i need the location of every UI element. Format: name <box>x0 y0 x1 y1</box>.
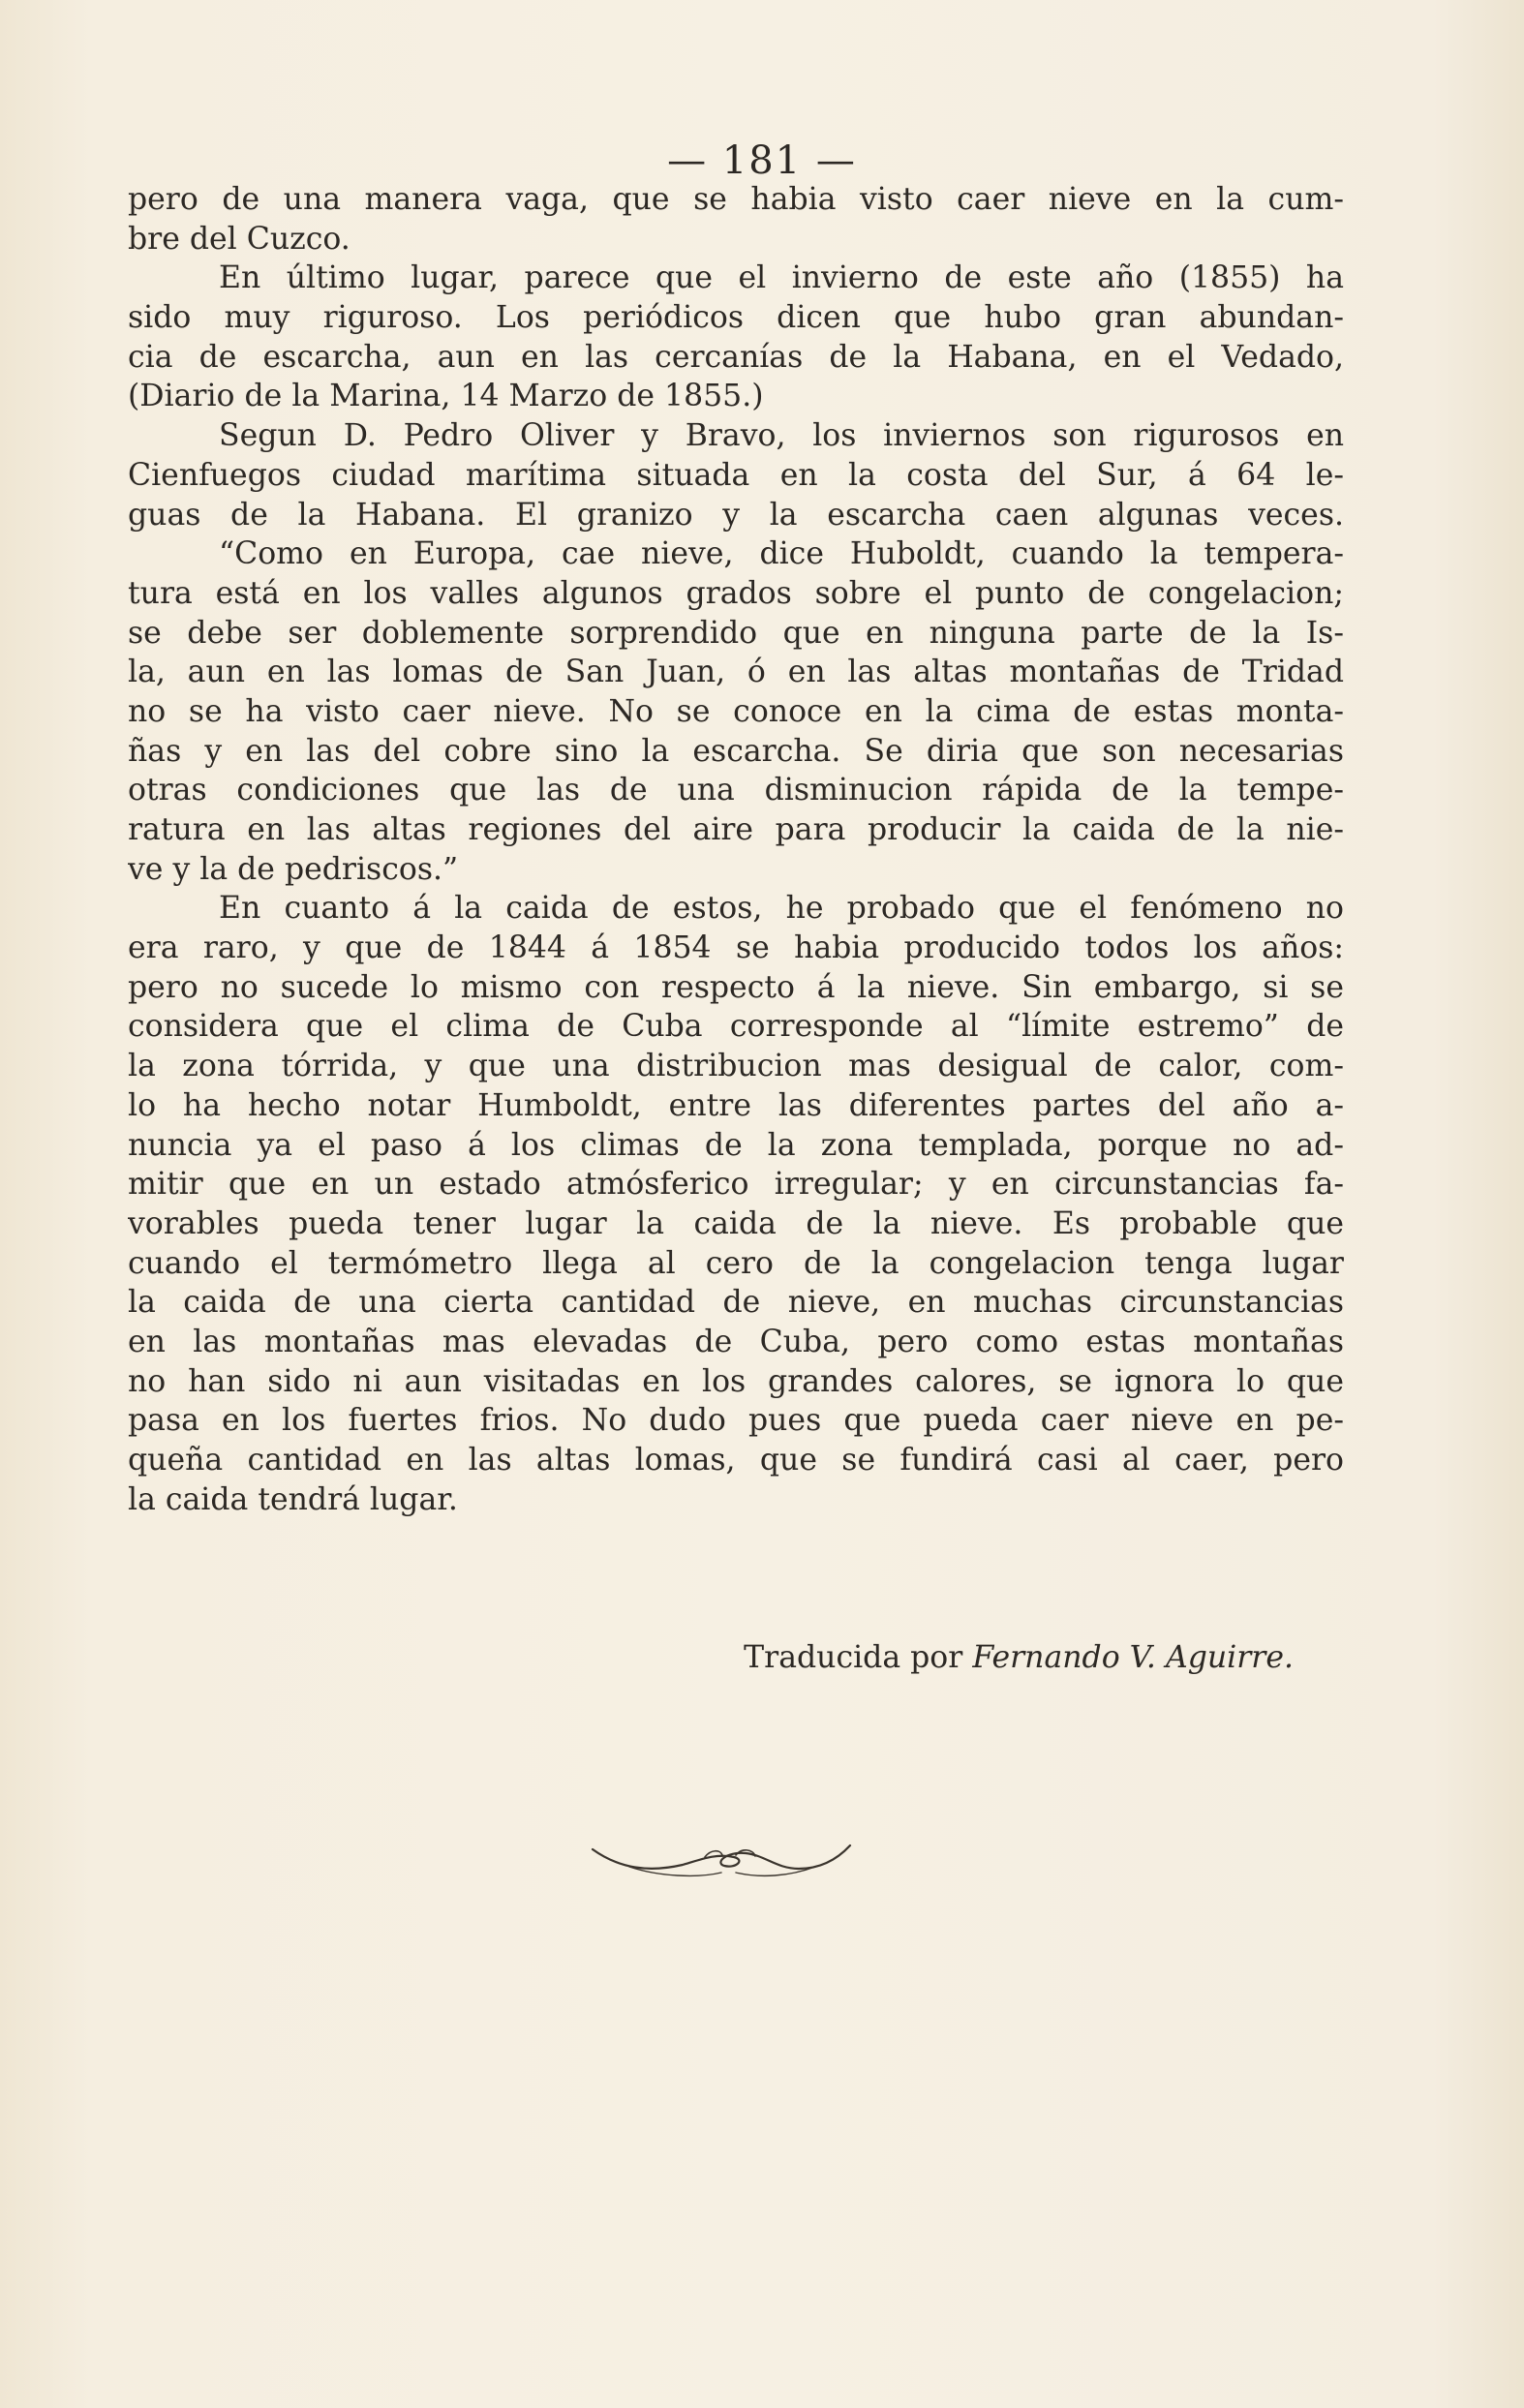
text-line: lo ha hecho notar Humboldt, entre las diferentes partes del año a- <box>128 1087 1344 1123</box>
text-line: “Como en Europa, cae nieve, dice Huboldt, cuando la tempera- <box>219 536 1344 572</box>
text-line: queña cantidad en las altas lomas, que se fundirá casi al caer, pero <box>128 1443 1344 1478</box>
text-line: En cuanto á la caida de estos, he probado que el fenómeno no <box>219 891 1344 927</box>
ornament-divider-icon <box>591 1840 852 1882</box>
text-line: En último lugar, parece que el invierno de este año (1855) ha <box>219 260 1344 296</box>
text-line: cuando el termómetro llega al cero de la congelacion tenga lugar <box>128 1245 1344 1281</box>
text-line: sido muy riguroso. Los periódicos dicen que hubo gran abundan- <box>128 300 1344 336</box>
translator-credit <box>0 1638 1294 1678</box>
text-line: la caida de una cierta cantidad de nieve, en muchas circunstancias <box>128 1285 1344 1321</box>
text-line: no se ha visto caer nieve. No se conoce en la cima de estas monta- <box>128 693 1344 729</box>
page-number: — 181 — <box>667 138 857 183</box>
text-line: (Diario de la Marina, 14 Marzo de 1855.) <box>128 379 764 414</box>
text-line: la caida tendrá lugar. <box>128 1481 458 1517</box>
text-line: Cienfuegos ciudad marítima situada en la costa del Sur, á 64 le- <box>128 457 1344 493</box>
text-line: la zona tórrida, y que una distribucion mas desigual de calor, com- <box>128 1049 1344 1084</box>
text-line: considera que el clima de Cuba corresponde al “límite estremo” de <box>128 1009 1344 1045</box>
body-text <box>128 180 1344 1519</box>
text-line: en las montañas mas elevadas de Cuba, pero como estas montañas <box>128 1324 1344 1359</box>
text-line: ñas y en las del cobre sino la escarcha. Se diria que son necesarias <box>128 733 1344 769</box>
text-line: otras condiciones que las de una disminucion rápida de la tempe- <box>128 773 1344 808</box>
text-line: bre del Cuzco. <box>128 221 351 257</box>
text-line: se debe ser doblemente sorprendido que en ninguna parte de la Is- <box>128 615 1344 651</box>
credit-prefix: Traducida por <box>744 1640 963 1675</box>
text-line: tura está en los valles algunos grados sobre el punto de congelacion; <box>128 575 1344 611</box>
text-line: ratura en las altas regiones del aire para producir la caida de la nie- <box>128 812 1344 847</box>
text-line: nuncia ya el paso á los climas de la zona templada, porque no ad- <box>128 1127 1344 1163</box>
translator-name: Fernando V. Aguirre. <box>972 1640 1294 1675</box>
text-line: vorables pueda tener lugar la caida de la nieve. Es probable que <box>128 1205 1344 1241</box>
text-line: ve y la de pedriscos.” <box>128 851 459 887</box>
text-line: pero no sucede lo mismo con respecto á la nieve. Sin embargo, si se <box>128 969 1344 1005</box>
text-line: no han sido ni aun visitadas en los grandes calores, se ignora lo que <box>128 1363 1344 1399</box>
text-line: era raro, y que de 1844 á 1854 se habia producido todos los años: <box>128 930 1344 966</box>
text-line: guas de la Habana. El granizo y la escarcha caen algunas veces. <box>128 497 1344 533</box>
text-line: mitir que en un estado atmósferico irregular; y en circunstancias fa- <box>128 1167 1344 1203</box>
text-line: pasa en los fuertes frios. No dudo pues que pueda caer nieve en pe- <box>128 1403 1344 1439</box>
text-line: cia de escarcha, aun en las cercanías de la Habana, en el Vedado, <box>128 339 1344 375</box>
text-line: la, aun en las lomas de San Juan, ó en las altas montañas de Tridad <box>128 655 1344 690</box>
text-line: pero de una manera vaga, que se habia visto caer nieve en la cum- <box>128 182 1344 217</box>
text-line: Segun D. Pedro Oliver y Bravo, los inviernos son rigurosos en <box>219 418 1344 454</box>
